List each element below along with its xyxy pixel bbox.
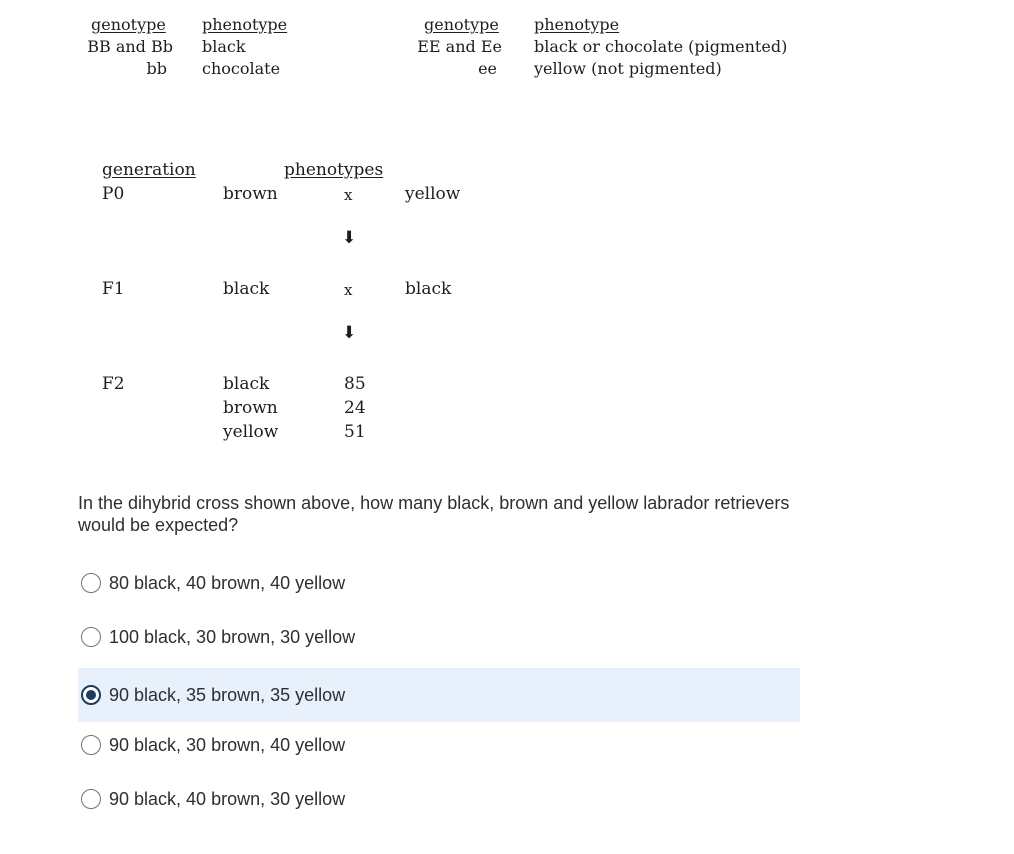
generation-header: generation bbox=[102, 160, 196, 180]
f1-right-phenotype: black bbox=[405, 279, 452, 299]
answer-option-label: 90 black, 35 brown, 35 yellow bbox=[109, 684, 346, 705]
answer-option-label: 80 black, 40 brown, 40 yellow bbox=[109, 572, 346, 593]
b-phenotype-header: phenotype bbox=[202, 15, 288, 34]
radio-button[interactable] bbox=[81, 735, 101, 755]
b-genotype-row1: BB and Bb bbox=[87, 37, 173, 56]
f1-cross-symbol: x bbox=[344, 281, 353, 299]
answer-option[interactable] bbox=[78, 556, 800, 610]
e-phenotype-row2: yellow (not pigmented) bbox=[534, 59, 722, 78]
answer-option-label: 90 black, 30 brown, 40 yellow bbox=[109, 734, 346, 755]
radio-button[interactable] bbox=[81, 573, 101, 593]
p0-right-phenotype: yellow bbox=[405, 184, 461, 204]
down-arrow-icon: ⬇ bbox=[342, 228, 357, 248]
radio-button[interactable] bbox=[81, 789, 101, 809]
b-phenotype-row2: chocolate bbox=[202, 59, 281, 78]
answer-option[interactable] bbox=[78, 610, 800, 664]
f2-phenotype-yellow: yellow bbox=[223, 422, 279, 442]
f2-phenotype-black: black bbox=[223, 374, 270, 394]
p0-cross-symbol: x bbox=[344, 186, 353, 204]
e-genotype-row2: ee bbox=[478, 59, 497, 78]
answer-option[interactable] bbox=[78, 772, 800, 826]
e-genotype-header: genotype bbox=[424, 15, 499, 34]
answer-option[interactable] bbox=[78, 718, 800, 772]
answer-option-selected[interactable] bbox=[78, 668, 800, 722]
f2-count-black: 85 bbox=[344, 374, 366, 394]
p0-label: P0 bbox=[102, 184, 125, 204]
e-phenotype-row1: black or chocolate (pigmented) bbox=[534, 37, 788, 56]
answer-option-label: 90 black, 40 brown, 30 yellow bbox=[109, 788, 346, 809]
down-arrow-icon: ⬇ bbox=[342, 323, 357, 343]
phenotypes-header: phenotypes bbox=[284, 160, 384, 180]
b-genotype-header: genotype bbox=[91, 15, 166, 34]
b-genotype-row2: bb bbox=[146, 59, 167, 78]
question-text: In the dihybrid cross shown above, how many black, brown and yellow labrador retrievers would be expected? bbox=[78, 493, 790, 535]
radio-button-checked[interactable] bbox=[81, 685, 101, 705]
e-genotype-row1: EE and Ee bbox=[417, 37, 502, 56]
p0-left-phenotype: brown bbox=[223, 184, 278, 204]
b-phenotype-row1: black bbox=[202, 37, 246, 56]
radio-button[interactable] bbox=[81, 627, 101, 647]
f1-label: F1 bbox=[102, 279, 125, 299]
f2-count-brown: 24 bbox=[344, 398, 366, 418]
f2-label: F2 bbox=[102, 374, 125, 394]
answer-option-label: 100 black, 30 brown, 30 yellow bbox=[109, 626, 356, 647]
f2-phenotype-brown: brown bbox=[223, 398, 278, 418]
e-phenotype-header: phenotype bbox=[534, 15, 620, 34]
f2-count-yellow: 51 bbox=[344, 422, 366, 442]
f1-left-phenotype: black bbox=[223, 279, 270, 299]
